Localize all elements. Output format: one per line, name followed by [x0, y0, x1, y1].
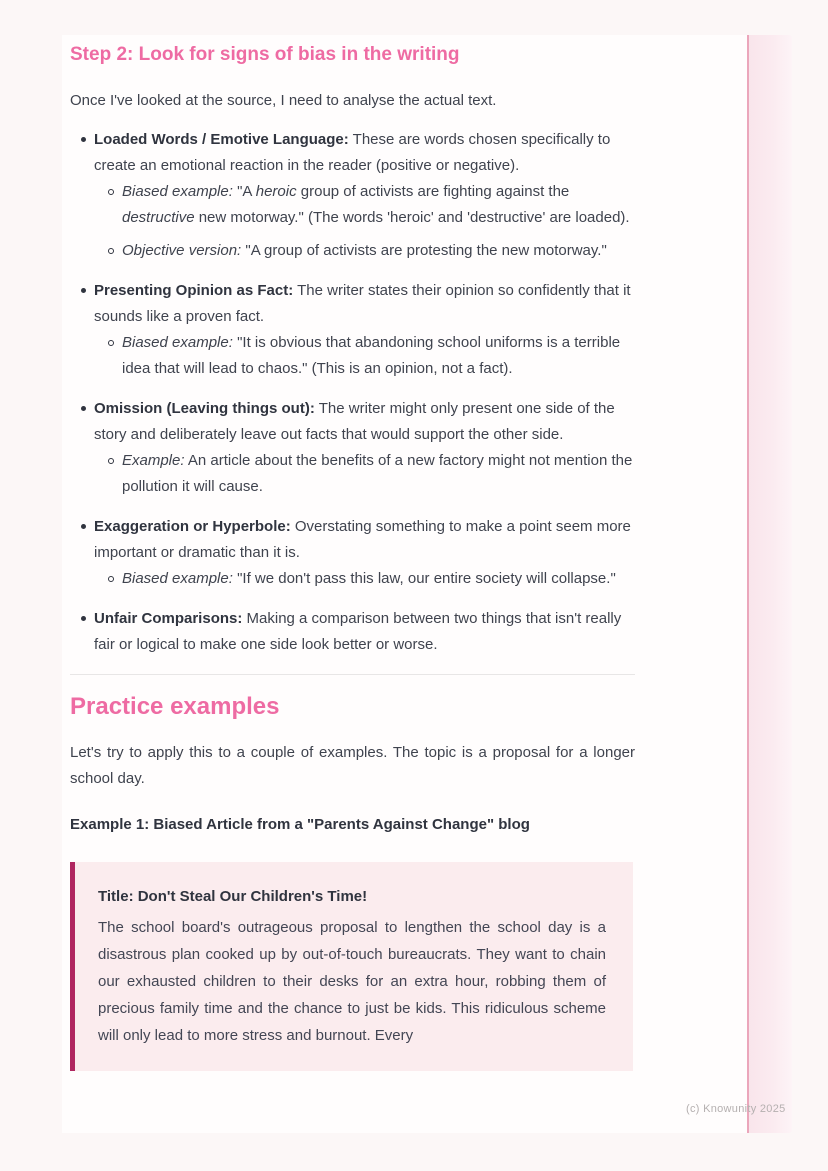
bias-sub-text: Biased example: "If we don't pass this law, our entire society will collapse." — [122, 570, 616, 587]
bias-sub-item — [106, 179, 635, 231]
bias-list-item — [70, 396, 635, 500]
bias-item-text: Exaggeration or Hyperbole: Overstating something to make a point seem more important or dramatic than it is. Biased example: "If we don't pass this law, our entire society will collapse." — [94, 514, 635, 592]
bias-sub-text: Example: An article about the benefits of a new factory might not mention the pollution it will cause. — [122, 452, 633, 495]
watermark: (c) Knowunity 2025 — [686, 1103, 786, 1115]
bias-sub-list — [106, 566, 635, 592]
bias-list-item — [70, 127, 635, 264]
section-divider — [70, 674, 635, 675]
bias-term: Loaded Words / Emotive Language: — [94, 131, 349, 148]
bias-term: Omission (Leaving things out): — [94, 400, 315, 417]
example-type-label: Example: — [122, 452, 185, 469]
bias-sub-list — [106, 448, 635, 500]
bias-sub-item — [106, 448, 635, 500]
bias-list-item — [70, 606, 635, 658]
bias-list-item — [70, 514, 635, 592]
practice-intro-paragraph: Let's try to apply this to a couple of examples. The topic is a proposal for a longer school day. — [70, 744, 635, 787]
bias-sub-text: Biased example: "A heroic group of activists are fighting against the destructive new motorway." (The words 'heroic' and 'destructive' are loaded). — [122, 183, 630, 226]
bullet-circle-icon — [106, 566, 122, 592]
bias-sub-text: Biased example: "It is obvious that abandoning school uniforms is a terrible idea that will lead to chaos." (This is an opinion, not a fact). — [122, 334, 621, 377]
bias-term: Exaggeration or Hyperbole: — [94, 518, 291, 535]
bias-list — [70, 127, 635, 658]
example-type-label: Biased example: — [122, 334, 233, 351]
bias-sub-text: Objective version: "A group of activists are protesting the new motorway." — [122, 242, 607, 259]
example-type-label: Biased example: — [122, 183, 233, 200]
step-heading: Step 2: Look for signs of bias in the writing — [70, 44, 460, 65]
bullet-circle-icon — [106, 238, 122, 264]
bias-item-text: Omission (Leaving things out): The writer might only present one side of the story and deliberately leave out facts that would support the other side. Example: An article about the benefits of a new factory might not mention the pollution it will cause. — [94, 396, 635, 500]
bias-item-text: Presenting Opinion as Fact: The writer states their opinion so confidently that it sounds like a proven fact. Biased example: "It is obvious that abandoning school uniforms is a terrible idea that will lead to chaos." (This is an opinion, not a fact). — [94, 278, 635, 382]
bias-term: Unfair Comparisons: — [94, 610, 243, 627]
bias-sub-list — [106, 179, 635, 264]
bullet-dot-icon — [70, 278, 94, 382]
quote-title: Title: Don't Steal Our Children's Time! — [98, 888, 368, 905]
bullet-circle-icon — [106, 330, 122, 382]
bias-item-text: Loaded Words / Emotive Language: These are words chosen specifically to create an emotional reaction in the reader (positive or negative). Biased example: "A heroic group of activists are fighting against the destructive new motorway." (The words 'heroic' and 'destructive' are loaded). Objective version: "A group of activists are protesting the new motorway." — [94, 127, 635, 264]
bias-sub-item — [106, 238, 635, 264]
bullet-dot-icon — [70, 396, 94, 500]
bias-sub-item — [106, 330, 635, 382]
bullet-dot-icon — [70, 514, 94, 592]
bullet-circle-icon — [106, 179, 122, 231]
document-page — [62, 35, 747, 1133]
example-type-label: Biased example: — [122, 570, 233, 587]
biased-article-quote-box — [70, 862, 633, 1071]
bullet-circle-icon — [106, 448, 122, 500]
practice-heading: Practice examples — [70, 693, 280, 720]
bullet-dot-icon — [70, 127, 94, 264]
page-edge-band — [747, 35, 792, 1133]
bullet-dot-icon — [70, 606, 94, 658]
intro-paragraph: Once I've looked at the source, I need to analyse the actual text. — [70, 92, 497, 109]
example-1-heading: Example 1: Biased Article from a "Parents Against Change" blog — [70, 816, 530, 833]
bias-sub-item — [106, 566, 635, 592]
quote-body: The school board's outrageous proposal to lengthen the school day is a disastrous plan cooked up by out-of-touch bureaucrats. They want to chain our exhausted children to their desks for an extra hour, robbing them of precious family time and the chance to just be kids. This ridiculous scheme will only lead to more stress and burnout. Every — [98, 919, 606, 1044]
example-type-label: Objective version: — [122, 242, 242, 259]
emphasized-word: heroic — [255, 183, 297, 200]
emphasized-word: destructive — [122, 209, 195, 226]
bias-sub-list — [106, 330, 635, 382]
bias-list-item — [70, 278, 635, 382]
bias-term: Presenting Opinion as Fact: — [94, 282, 294, 299]
bias-item-text: Unfair Comparisons: Making a comparison between two things that isn't really fair or logical to make one side look better or worse. — [94, 610, 622, 653]
page-content — [70, 35, 635, 1071]
